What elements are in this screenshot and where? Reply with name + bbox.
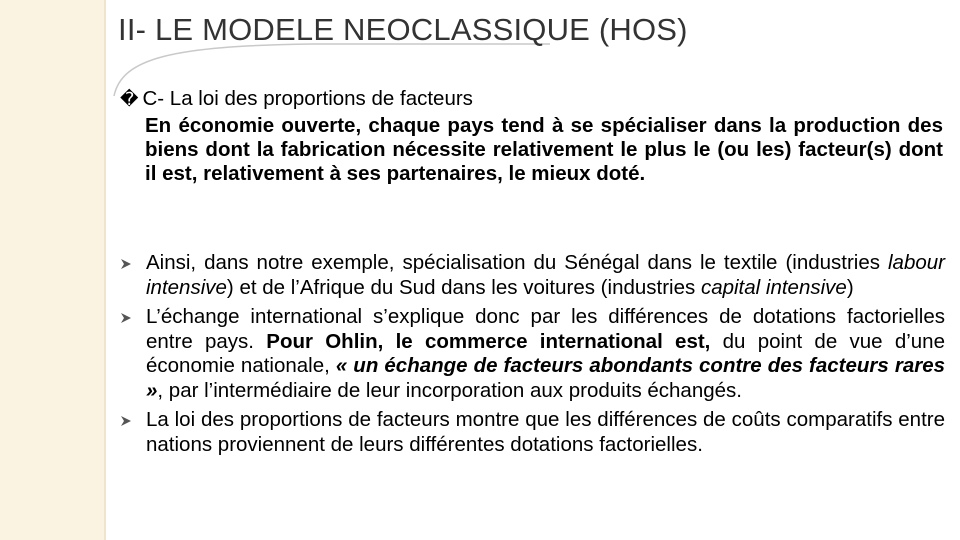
bullet-list bbox=[120, 251, 945, 462]
bullet-text: L’échange international s’explique donc par les différences de dotations factorielles entre pays. bbox=[146, 305, 945, 353]
bullet-italic-term: labour intensive bbox=[146, 251, 945, 299]
side-decoration-band bbox=[0, 0, 104, 540]
side-decoration-rule bbox=[104, 0, 106, 540]
section-heading-text: C- La loi des proportions de facteurs bbox=[142, 87, 473, 110]
bullet-item bbox=[120, 408, 945, 457]
bullet-quote: « un échange de facteurs abondants contre des facteurs rares » bbox=[146, 354, 946, 402]
arrow-bullet-icon bbox=[120, 415, 132, 427]
bullet-text: Ainsi, dans notre exemple, spécialisation du Sénégal dans le textile (industries bbox=[146, 251, 888, 274]
arrow-bullet-icon bbox=[120, 258, 132, 270]
placeholder-box-icon: � bbox=[120, 89, 139, 110]
bullet-item bbox=[120, 251, 945, 300]
bullet-text: , par l’intermédiaire de leur incorporation aux produits échangés. bbox=[157, 378, 742, 402]
arrow-bullet-icon bbox=[120, 312, 132, 324]
section-intro-paragraph: En économie ouverte, chaque pays tend à se spécialiser dans la production des biens dont la fabrication nécessite relativement le plus le (ou les) facteur(s) dont il est, relativement à ses partenaires, le mieux doté. bbox=[145, 114, 943, 185]
section-heading bbox=[120, 87, 950, 112]
bullet-text: ) bbox=[846, 275, 854, 299]
bullet-text: ) et de l’Afrique du Sud dans les voitures (industries bbox=[226, 275, 701, 299]
slide-title: II- LE MODELE NEOCLASSIQUE (HOS) bbox=[118, 12, 688, 47]
bullet-bold-text: Pour Ohlin, le commerce international est, bbox=[266, 329, 711, 353]
bullet-text: du point de vue d’une économie nationale, bbox=[146, 329, 945, 377]
bullet-item bbox=[120, 305, 945, 403]
bullet-italic-term: capital intensive bbox=[700, 275, 847, 299]
section-block bbox=[120, 87, 950, 186]
bullet-text: La loi des proportions de facteurs montre que les différences de coûts comparatifs entre nations proviennent de leurs différentes dotations factorielles. bbox=[146, 408, 945, 456]
